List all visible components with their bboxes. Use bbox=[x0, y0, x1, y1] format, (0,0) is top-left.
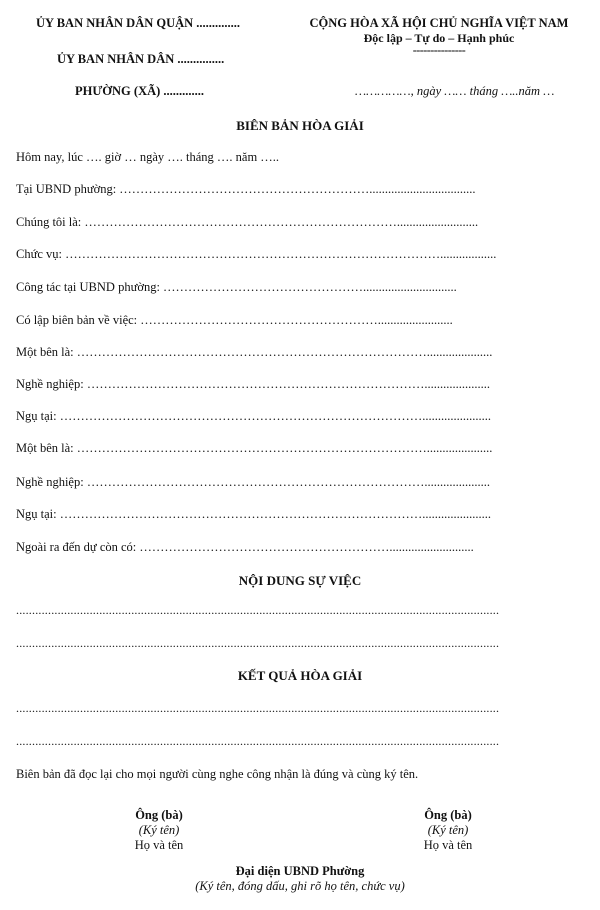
dotted-line: ....................................................................................................................................................... bbox=[16, 701, 500, 715]
header-left-line3: PHƯỜNG (XÃ) ............. bbox=[75, 84, 205, 98]
header-left-line1: ỦY BAN NHÂN DÂN QUẬN .............. bbox=[36, 16, 241, 30]
signature-right-note: (Ký tên) bbox=[427, 823, 469, 837]
field-line: Tại UBND phường: …………………………………………………….................................. bbox=[16, 182, 476, 196]
header-right-line1: CỘNG HÒA XÃ HỘI CHỦ NGHĨA VIỆT NAM bbox=[309, 16, 569, 30]
dotted-line: ....................................................................................................................................................... bbox=[16, 603, 500, 617]
signature-bottom-note: (Ký tên, đóng dấu, ghi rõ họ tên, chức vụ) bbox=[195, 879, 405, 893]
document-title: BIÊN BẢN HÒA GIẢI bbox=[236, 118, 364, 133]
signature-bottom-title: Đại diện UBND Phường bbox=[235, 864, 365, 878]
field-line: Có lập biên bản về việc: …………………………………………………........................ bbox=[16, 313, 453, 327]
field-line: Nghề nghiệp: ………………………………………………………………………..................... bbox=[16, 475, 490, 489]
header-right-line2: Độc lập – Tự do – Hạnh phúc bbox=[363, 31, 515, 45]
date-line: ……………, ngày …… tháng …..năm … bbox=[355, 84, 555, 98]
field-line: Chúng tôi là: ………………………………………………………………….......................... bbox=[16, 215, 479, 229]
field-line: Chức vụ: ……………………………………………………………………………….................. bbox=[16, 247, 497, 261]
section-content-title: NỘI DUNG SỰ VIỆC bbox=[238, 573, 362, 588]
signature-left-name: Họ và tên bbox=[134, 838, 184, 852]
field-line: Một bên là: …………………………………………………………………………..................... bbox=[16, 441, 493, 455]
field-line: Ngụ tại: ……………………………………………………………………………...................... bbox=[16, 409, 491, 423]
field-line: Nghề nghiệp: ………………………………………………………………………..................... bbox=[16, 377, 490, 391]
signature-right-title: Ông (bà) bbox=[424, 808, 472, 822]
dotted-line: ....................................................................................................................................................... bbox=[16, 734, 500, 748]
signature-right bbox=[368, 808, 528, 853]
signature-left-title: Ông (bà) bbox=[135, 808, 183, 822]
field-line: Ngoài ra đến dự còn có: ……………………………………………………........................... bbox=[16, 540, 474, 554]
signature-right-name: Họ và tên bbox=[423, 838, 473, 852]
dotted-line: ....................................................................................................................................................... bbox=[16, 636, 500, 650]
header-left-line2: ỦY BAN NHÂN DÂN ............... bbox=[57, 52, 225, 66]
header-right-line3: --------------- bbox=[412, 43, 466, 57]
field-line: Công tác tại UBND phường: ………………………………………….............................. bbox=[16, 280, 457, 294]
section-result-title: KẾT QUẢ HÒA GIẢI bbox=[237, 668, 363, 683]
field-line: Hôm nay, lúc …. giờ … ngày …. tháng …. năm ….. bbox=[16, 150, 280, 164]
field-line: Một bên là: …………………………………………………………………………..................... bbox=[16, 345, 493, 359]
field-line: Ngụ tại: ……………………………………………………………………………...................... bbox=[16, 507, 491, 521]
signature-left-note: (Ký tên) bbox=[138, 823, 180, 837]
signature-left bbox=[79, 808, 239, 853]
closing-statement: Biên bản đã đọc lại cho mọi người cùng nghe công nhận là đúng và cùng ký tên. bbox=[16, 767, 419, 781]
